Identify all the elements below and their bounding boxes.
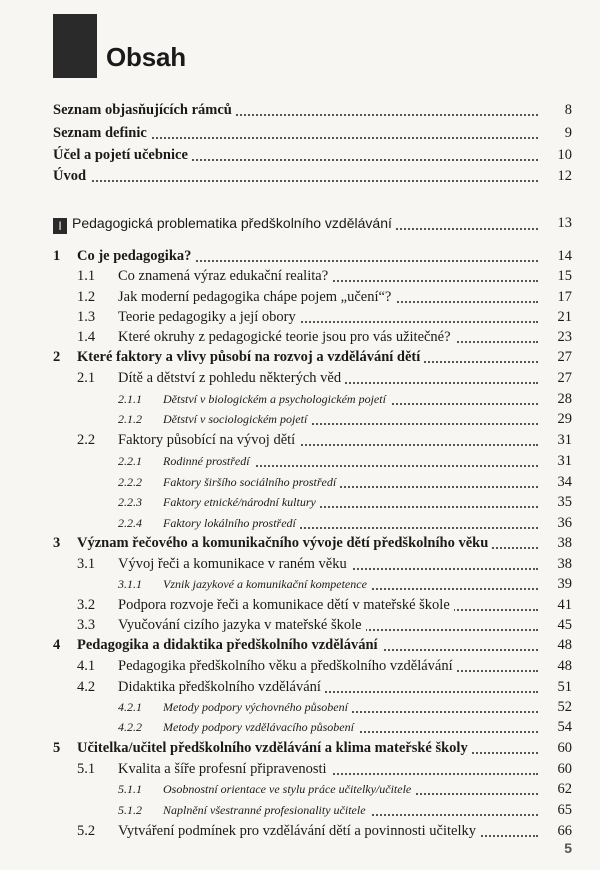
- toc-entry-number: 4: [53, 637, 61, 653]
- toc-entry-title: Které okruhy z pedagogické teorie jsou pro vás užitečné?: [118, 329, 451, 345]
- toc-entry: [0, 492, 600, 512]
- toc-entry-page: 27: [557, 349, 572, 365]
- toc-entry-page: 9: [564, 125, 572, 141]
- toc-entry-page: 28: [557, 391, 572, 407]
- toc-entry-page: 13: [557, 215, 572, 231]
- toc-entry-page: 15: [557, 268, 572, 284]
- toc-entry-number: 2.2.2: [118, 475, 142, 489]
- toc-entry: [0, 166, 600, 186]
- toc-entry-page: 36: [557, 515, 572, 531]
- toc-entry-page: 38: [557, 535, 572, 551]
- toc-entry-page: 62: [557, 781, 572, 797]
- toc-entry-number: 1: [53, 248, 61, 264]
- dot-leader: [53, 180, 538, 182]
- toc-entry: [0, 246, 600, 266]
- toc-entry-page: 14: [557, 248, 572, 264]
- toc-entry-title: Teorie pedagogiky a její obory: [118, 309, 296, 325]
- toc-entry-number: 1.3: [77, 309, 96, 325]
- toc-entry: [0, 409, 600, 429]
- part-marker: I: [53, 218, 67, 234]
- toc-entry-title: Osobnostní orientace ve stylu práce učitelky/učitele: [163, 782, 412, 796]
- toc-entry-number: 5.2: [77, 823, 96, 839]
- toc-entry: [0, 213, 600, 233]
- toc-entry-number: 2.1: [77, 370, 96, 386]
- toc-entry-page: 48: [557, 658, 572, 674]
- toc-entry-page: 27: [557, 370, 572, 386]
- toc-entry-title: Seznam definic: [53, 125, 147, 141]
- toc-entry-number: 2: [53, 349, 61, 365]
- toc-entry-number: 5: [53, 740, 61, 756]
- toc-entry-title: Vytváření podmínek pro vzdělávání dětí a povinnosti učitelky: [118, 823, 476, 839]
- toc-entry: [0, 472, 600, 492]
- toc-entry: [0, 389, 600, 409]
- toc-entry: [0, 738, 600, 758]
- toc-entry-number: 2.2.4: [118, 516, 142, 530]
- toc-entry: [0, 513, 600, 533]
- toc-entry-title: Faktory širšího sociálního prostředí: [163, 475, 337, 489]
- toc-entry-title: Vyučování cizího jazyka v mateřské škole: [118, 617, 362, 633]
- toc-entry: [0, 307, 600, 327]
- toc-entry-title: Metody podpory výchovného působení: [163, 700, 348, 714]
- toc-entry-number: 3.2: [77, 597, 96, 613]
- toc-entry-page: 54: [557, 719, 572, 735]
- toc-entry: [0, 821, 600, 841]
- toc-entry: [0, 287, 600, 307]
- toc-entry-title: Dětství v biologickém a psychologickém pojetí: [163, 392, 386, 406]
- toc-entry-page: 65: [557, 802, 572, 818]
- toc-entry-title: Rodinné prostředí: [163, 454, 250, 468]
- toc-entry: [0, 100, 600, 120]
- toc-entry-page: 60: [557, 740, 572, 756]
- toc-entry: [0, 430, 600, 450]
- toc-entry-number: 2.2.1: [118, 454, 142, 468]
- toc-entry-page: 48: [557, 637, 572, 653]
- toc-entry-page: 31: [557, 453, 572, 469]
- toc-entry-number: 2.1.2: [118, 412, 142, 426]
- toc-entry-number: 1.4: [77, 329, 96, 345]
- toc-entry: [0, 266, 600, 286]
- toc-entry-title: Seznam objasňujících rámců: [53, 102, 232, 118]
- toc-entry-title: Naplnění všestranné profesionality učitele: [163, 803, 366, 817]
- toc-entry: [0, 451, 600, 471]
- toc-entry: [0, 574, 600, 594]
- toc-entry: [0, 123, 600, 143]
- toc-entry: [0, 327, 600, 347]
- toc-entry-number: 1.1: [77, 268, 96, 284]
- toc-entry-title: Faktory etnické/národní kultury: [163, 495, 316, 509]
- toc-entry-title: Učitelka/učitel předškolního vzdělávání a klima mateřské školy: [77, 740, 468, 756]
- toc-entry-number: 5.1.1: [118, 782, 142, 796]
- toc-entry-page: 23: [557, 329, 572, 345]
- toc-entry: [0, 615, 600, 635]
- toc-entry-page: 35: [557, 494, 572, 510]
- toc-entry-page: 12: [557, 168, 572, 184]
- page-number: 5: [564, 840, 572, 856]
- toc-entry-title: Vývoj řeči a komunikace v raném věku: [118, 556, 347, 572]
- toc-entry: [0, 677, 600, 697]
- toc-entry-page: 39: [557, 576, 572, 592]
- toc-entry-number: 3.3: [77, 617, 96, 633]
- toc-entry-title: Účel a pojetí učebnice: [53, 147, 188, 163]
- toc-entry-title: Kvalita a šíře profesní připravenosti: [118, 761, 327, 777]
- toc-entry-number: 5.1: [77, 761, 96, 777]
- toc-entry-title: Pedagogická problematika předškolního vzdělávání: [72, 215, 392, 231]
- toc-entry: [0, 145, 600, 165]
- toc-entry-title: Metody podpory vzdělávacího působení: [163, 720, 354, 734]
- toc-entry-page: 29: [557, 411, 572, 427]
- toc-entry: [0, 697, 600, 717]
- toc-entry-page: 45: [557, 617, 572, 633]
- toc-entry: [0, 347, 600, 367]
- toc-entry-title: Faktory působící na vývoj dětí: [118, 432, 296, 448]
- toc-entry-page: 38: [557, 556, 572, 572]
- toc-entry-number: 3.1: [77, 556, 96, 572]
- toc-entry-page: 10: [557, 147, 572, 163]
- toc-entry: [0, 717, 600, 737]
- toc-entry: [0, 656, 600, 676]
- toc-entry-title: Dětství v sociologickém pojetí: [163, 412, 308, 426]
- toc-entry: [0, 759, 600, 779]
- toc-entry-page: 51: [557, 679, 572, 695]
- toc-entry-number: 4.2.1: [118, 700, 142, 714]
- toc-entry-title: Pedagogika a didaktika předškolního vzdělávání: [77, 637, 378, 653]
- toc-entry-number: 3.1.1: [118, 577, 142, 591]
- toc-entry: [0, 554, 600, 574]
- toc-entry: [0, 800, 600, 820]
- toc-entry-page: 34: [557, 474, 572, 490]
- toc-entry-page: 52: [557, 699, 572, 715]
- toc-entry-page: 17: [557, 289, 572, 305]
- toc-entry-page: 8: [564, 102, 572, 118]
- page-title: Obsah: [106, 42, 186, 72]
- toc-entry-number: 1.2: [77, 289, 96, 305]
- toc-entry-title: Pedagogika předškolního věku a předškolního vzdělávání: [118, 658, 453, 674]
- toc-entry-page: 31: [557, 432, 572, 448]
- toc-entry-number: 4.2: [77, 679, 96, 695]
- toc-entry-page: 66: [557, 823, 572, 839]
- toc-entry-title: Vznik jazykové a komunikační kompetence: [163, 577, 367, 591]
- toc-entry: [0, 533, 600, 553]
- toc-entry-number: 4.1: [77, 658, 96, 674]
- toc-entry-title: Které faktory a vlivy působí na rozvoj a vzdělávání dětí: [77, 349, 421, 365]
- toc-entry-title: Jak moderní pedagogika chápe pojem „učení“?: [118, 289, 392, 305]
- toc-entry-number: 4.2.2: [118, 720, 142, 734]
- toc-entry-title: Význam řečového a komunikačního vývoje dětí předškolního věku: [77, 535, 489, 551]
- toc-entry: [0, 635, 600, 655]
- toc-entry-number: 2.2.3: [118, 495, 142, 509]
- toc-entry-title: Didaktika předškolního vzdělávání: [118, 679, 321, 695]
- toc-entry-page: 21: [557, 309, 572, 325]
- toc-entry-page: 41: [557, 597, 572, 613]
- toc-entry-title: Faktory lokálního prostředí: [163, 516, 296, 530]
- toc-entry: [0, 595, 600, 615]
- toc-entry-number: 5.1.2: [118, 803, 142, 817]
- toc-entry-title: Co je pedagogika?: [77, 248, 192, 264]
- toc-entry-title: Úvod: [53, 168, 87, 184]
- toc-entry-number: 3: [53, 535, 61, 551]
- toc-entry-title: Podpora rozvoje řeči a komunikace dětí v mateřské škole: [118, 597, 450, 613]
- toc-entry: [0, 779, 600, 799]
- toc-entry-number: 2.1.1: [118, 392, 142, 406]
- toc-entry-number: 2.2: [77, 432, 96, 448]
- toc-entry: [0, 368, 600, 388]
- chapter-marker-block: [53, 14, 97, 78]
- toc-entry-title: Dítě a dětství z pohledu některých věd: [118, 370, 342, 386]
- toc-entry-title: Co znamená výraz edukační realita?: [118, 268, 329, 284]
- toc-entry-page: 60: [557, 761, 572, 777]
